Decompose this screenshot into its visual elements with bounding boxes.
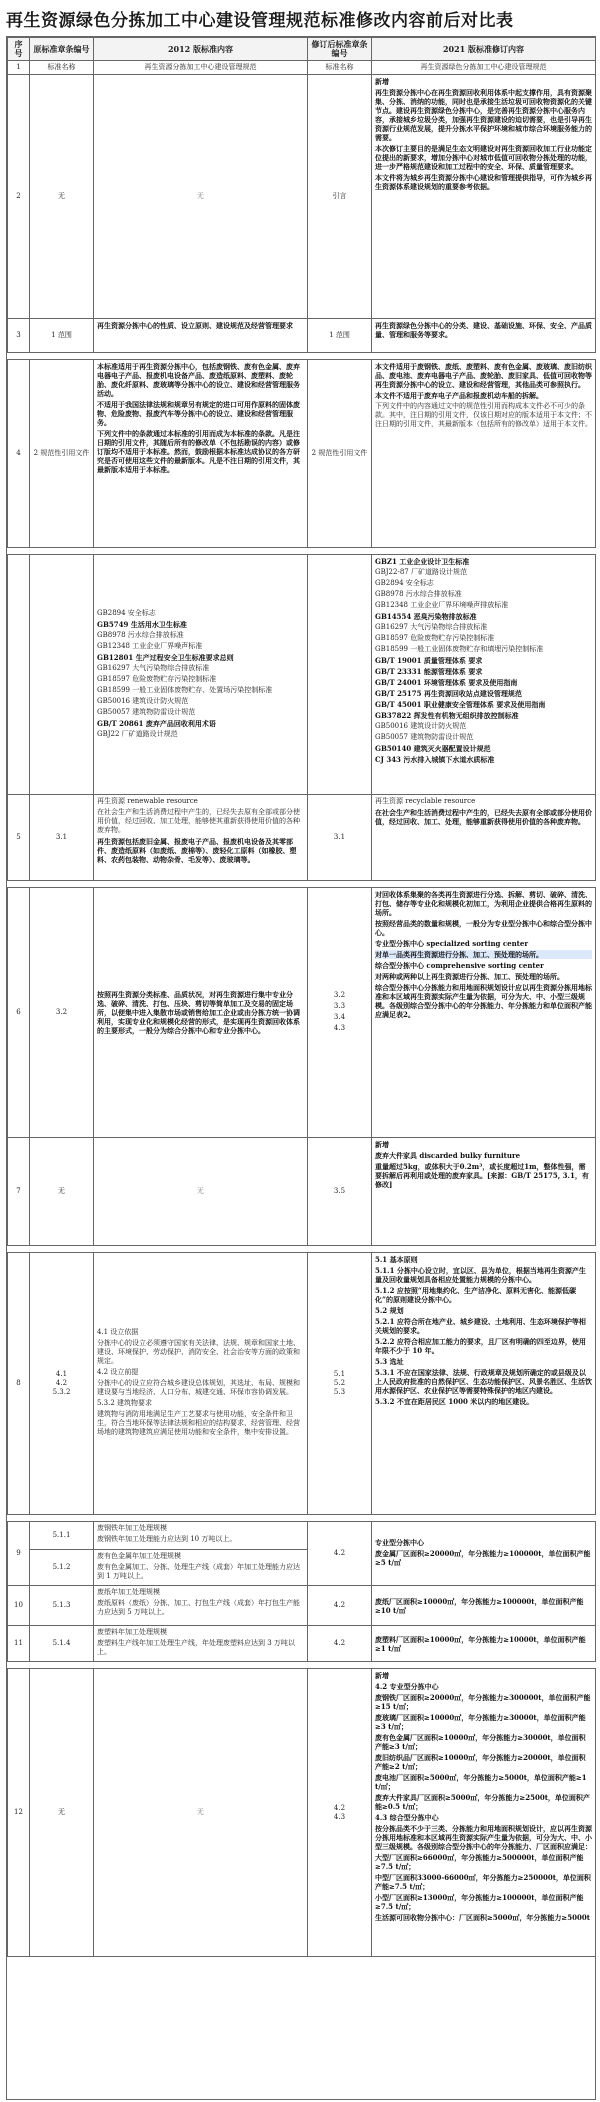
text-line: 按分拣品类不少于三类、分拣能力和用地面积规划设计，应以再生资源分拣用地标准和本区域再生资源实际产生量为依据，可分为大、中、小型三级规模。各级别综合型分拣中心的年分拣能力、厂区面积应满足：: [375, 1824, 592, 1851]
chapter-number: 3.3: [333, 1001, 346, 1010]
cell-2012: [94, 1522, 308, 1550]
cell-seq: 3: [8, 319, 30, 353]
text-line: 废纸年加工处理规模: [97, 1588, 160, 1596]
text-line: 废旧纺织品厂区面积≥10000㎡，年分拣能力≥20000t，单位面积产能≥2 t/㎡；: [375, 1753, 586, 1771]
text-line: GB50140 建筑灭火器配置设计规范: [375, 744, 491, 753]
table-row: [8, 795, 596, 881]
text-line: GB50016 建筑设计防火规范: [97, 696, 189, 705]
text-line: 废纸原料（废纸）分拣、加工、打包生产线（成套）年打包生产能力应达到 5 万吨以上。: [97, 1599, 300, 1616]
text-line: 5.2.1 应符合所在地产业、城乡建设、土地利用、生态环境保护等相关规划的要求。: [375, 1317, 586, 1335]
text-line: GB16297 大气污染物综合排放标准: [97, 663, 210, 672]
cell-orig: 4.1 4.2 5.3.2: [30, 1253, 94, 1515]
header-orig-chapter: 原标准章条编号: [30, 38, 94, 61]
text-line: GB14554 恶臭污染物排放标准: [375, 612, 477, 621]
text-line: 废玻璃厂区面积≥10000㎡，年分拣能力≥30000t，单位面积产能≥3 t/㎡；: [375, 1713, 586, 1731]
cell-orig: 1 范围: [30, 319, 94, 353]
text-line: GBJ22 厂矿道路设计规范: [97, 729, 178, 738]
text-line: 5.3.1 不应在国家法律、法规、行政规章及规划所确定的或县级及以上人民政府批准的自然保护区、生态功能保护区、风景名胜区、生活饮用水源保护区、农业保护区等需要特殊保护的地区内建设。: [375, 1368, 592, 1395]
table-row: [8, 319, 596, 353]
text-line: GB/T 45001 职业健康安全管理体系 要求及使用指南: [375, 700, 546, 709]
text-line: GB37822 挥发性有机物无组织排放控制标准: [375, 711, 519, 720]
row-gap: [8, 1662, 596, 1669]
text-line: 不适用于我国法律法规和规章另有规定的进口可用作原料的固体废物、危险废物、报废汽车等分拣中心的设立、建设和经营管理服务。: [97, 400, 300, 427]
text-line: GB/T 23331 能源管理体系 要求: [375, 667, 483, 676]
comparison-table: [6, 36, 596, 2100]
text-line: CJ 343 污水排入城镇下水道水质标准: [375, 755, 495, 764]
text-line: GB5749 生活用水卫生标准: [97, 619, 187, 629]
cell-2021: [372, 795, 596, 881]
cell-2021: [372, 1669, 596, 1957]
text-line: 4.2 设立前提: [97, 1368, 139, 1376]
chapter-number: 3.2: [333, 990, 346, 999]
text-line: 专业型分拣中心: [375, 1538, 424, 1547]
cell-2012: [94, 1253, 308, 1515]
page-title: 再生资源绿色分拣加工中心建设管理规范标准修改内容前后对比表: [6, 11, 514, 30]
table-row: [8, 888, 596, 1138]
text-line: 5.3.2 建筑物要求: [97, 1399, 153, 1407]
row-gap: [8, 881, 596, 888]
cell-orig: 5.1.2: [30, 1550, 94, 1586]
text-line: 大型厂区面积≥66000㎡，年分拣能力≥500000t，单位面积产能≥7.5 t/㎡；: [375, 1853, 584, 1871]
cell-2021: [372, 75, 596, 319]
chapter-number: 3.4: [333, 1012, 346, 1021]
cell-2021: 再生资源绿色分拣加工中心建设管理规范: [372, 61, 596, 75]
text-line: 废弃大件家具 discarded bulky furniture: [375, 1151, 521, 1160]
text-line: 废钢铁年加工处理能力应达到 10 万吨以上。: [97, 1535, 237, 1543]
text-line: GB18599 一般工业固体废物贮存和填埋污染控制标准: [375, 645, 544, 653]
cell-2012: 再生资源分拣中心的性质、设立原则、建设规范及经营管理要求: [94, 319, 308, 353]
text-line: GB12348 工业企业厂界环境噪声排放标准: [375, 601, 509, 609]
cell-2021: [372, 888, 596, 1138]
text-line: 本文件不适用于废弃电子产品和报废机动车船的拆解。: [375, 391, 543, 400]
text-line: 5.3 选址: [375, 1357, 404, 1366]
cell-2012: [94, 360, 308, 548]
header-seq: 序号: [8, 38, 30, 61]
cell-seq: 11: [8, 1626, 30, 1662]
text-line: GB8978 污水综合排放标准: [97, 630, 184, 639]
text-line: GB50057 建筑物防雷设计规范: [375, 733, 474, 741]
text-line: 废弃大件家具厂区面积≥5000㎡，年分拣能力≥2500t，单位面积产能≥0.5 t/㎡；: [375, 1793, 590, 1811]
cell-2012: [94, 1626, 308, 1662]
text-line: 专业型分拣中心 specialized sorting center: [375, 939, 529, 948]
text-line: 废有色金属加工、分拣、处理生产线（成套）年加工处理能力应达到 1 万吨以上。: [97, 1563, 300, 1580]
text-line: GB18599 一般工业固体废物贮存、处置场污染控制标准: [97, 685, 273, 694]
cell-orig: 5.1.3: [30, 1586, 94, 1626]
text-line: 下列文件中的条款通过本标准的引用而成为本标准的条款。凡是注日期的引用文件，其随后所有的修改单（不包括勘误的内容）或修订版均不适用于本标准。然而，鼓励根据本标准达成协议的各方研究是否可使用这些文件的最新版本。凡是不注日期的引用文件，其最新版本适用于本标准。: [97, 429, 300, 474]
table-row: [8, 360, 596, 548]
text-line: 新增: [375, 77, 389, 86]
cell-new-chapter: 3.1: [308, 795, 372, 881]
text-line: 重量超过5kg，或体积大于0.2m³，或长度超过1m，整体性强，需要拆解后再利用或处理的废弃家具。[来源：GB/T 25175, 3.1，有修改]: [375, 1162, 589, 1189]
text-line: 废金属厂区面积≥20000㎡，年分拣能力≥100000t，单位面积产能≥5 t/㎡: [375, 1549, 591, 1567]
text-line: 按照经营品类的数量和规模，一般分为专业型分拣中心和综合型分拣中心。: [375, 919, 592, 937]
text-line: GB50057 建筑物防雷设计规范: [97, 707, 196, 716]
cell-orig: 无: [30, 75, 94, 319]
cell-2021: 废纸厂区面积≥10000㎡，年分拣能力≥100000t，单位面积产能≥10 t/㎡: [372, 1586, 596, 1626]
text-line: GB18597 危险废物贮存污染控制标准: [97, 674, 217, 683]
cell-2012: [94, 555, 308, 795]
cell-orig: 5.1.1: [30, 1522, 94, 1550]
text-line: 废有色金属厂区面积≥10000㎡，年分拣能力≥30000t，单位面积产能≥3 t/㎡；: [375, 1733, 586, 1751]
text-line: 下列文件中的内容通过文中的规范性引用而构成本文件必不可少的条款。其中，注日期的引用文件，仅该日期对应的版本适用于本文件；不注日期的引用文件，其最新版本（包括所有的修改单）适用于本文件。: [375, 402, 592, 428]
table-row: [8, 555, 596, 795]
header-2012: 2012 版标准内容: [94, 38, 308, 61]
text-line: 5.3.2 不宜在距居民区 1000 米以内的地区建设。: [375, 1397, 534, 1406]
cell-new-chapter: 标准名称: [308, 61, 372, 75]
cell-orig: 2 规范性引用文件: [30, 360, 94, 548]
text-line: 本标准适用于再生资源分拣中心，包括废钢铁、废有色金属、废弃电器电子产品、报废机电设备产品、废造纸原料、废塑料、废轮胎、废化纤原料、废玻璃等分拣中心的设立、建设和经营管理服务活动。: [97, 362, 300, 398]
text-line: 综合型分拣中心 comprehensive sorting center: [375, 961, 544, 970]
text-line: 5.2 规划: [375, 1306, 404, 1315]
text-line: 本文件将为城乡再生资源分拣中心建设和管理提供指导，可作为城乡再生资源体系建设规划的重要参考依据。: [375, 173, 592, 191]
cell-new-chapter: 5.1 5.2 5.3: [308, 1253, 372, 1515]
cell-2012: 无: [94, 1138, 308, 1246]
cell-orig: 标准名称: [30, 61, 94, 75]
text-line: 4.1 设立依据: [97, 1328, 139, 1336]
cell-2012: [94, 795, 308, 881]
cell-orig: 5.1.4: [30, 1626, 94, 1662]
row-gap: [8, 1515, 596, 1522]
text-line: 分拣中心的设立应符合城乡建设总体规划，其选址、布局、规模和建设要与当地经济、人口分布、城建交通、环保市容协调发展。: [97, 1379, 300, 1396]
text-line: GB/T 25175 再生资源回收站点建设管理规范: [375, 689, 522, 698]
cell-seq: 4: [8, 360, 30, 548]
text-line: 5.1.2 应按照“用地集约化、生产洁净化、原料无害化、能源低碳化”的原则建设分拣中心。: [375, 1286, 576, 1304]
text-line: GB2894 安全标志: [97, 608, 156, 617]
text-line: 生活源可回收物分拣中心：厂区面积≥5000㎡，年分拣能力≥5000t: [375, 1913, 590, 1922]
text-line: 对回收体系集聚的各类再生资源进行分选、拆解、剪切、破碎、清洗、打包、储存等专业化和规模化初加工，为利用企业提供合格再生原料的场所。: [375, 890, 592, 917]
text-line: GB/T 19001 质量管理体系 要求: [375, 656, 483, 665]
cell-seq: 6: [8, 888, 30, 1138]
table-row: [8, 1586, 596, 1626]
text-line: 4.2 专业型分拣中心: [375, 1682, 439, 1691]
cell-orig: 3.1: [30, 795, 94, 881]
text-line: 5.1 基本原则: [375, 1255, 418, 1264]
cell-new-chapter: 4.2: [308, 1626, 372, 1662]
table-row: [8, 61, 596, 75]
text-line: 本文件适用于废钢铁、废纸、废塑料、废有色金属、废玻璃、废旧纺织品、废电池、废弃电器电子产品、废轮胎、废旧家具、低值可回收物等再生资源分拣中心的设立、建设和经营管理，其他品类可参照执行。: [375, 362, 592, 389]
row-gap: [8, 1246, 596, 1253]
cell-new-chapter: 3.5: [308, 1138, 372, 1246]
text-line: 再生资源 renewable resource: [97, 797, 198, 805]
cell-seq: 7: [8, 1138, 30, 1246]
header-2021: 2021 版标准修订内容: [372, 38, 596, 61]
cell-seq: 10: [8, 1586, 30, 1626]
table-row: [8, 1669, 596, 1957]
text-line: 分拣中心的设立必须遵守国家有关法律、法规、规章和国家土地、建设、环境保护、劳动保护、消防安全、社会治安等方面的政策和规定。: [97, 1339, 300, 1365]
cell-2021: [372, 1522, 596, 1586]
text-line: GB/T 24001 环境管理体系 要求及使用指南: [375, 678, 518, 687]
text-line: 在社会生产和生活消费过程中产生的，已经失去原有全部或部分使用价值，经过回收、加工、处理，能够重新获得使用价值的各种废弃物。: [375, 808, 592, 826]
cell-2021: [372, 360, 596, 548]
cell-2012: 按照再生资源分类标准、品质状况，对再生资源进行集中专业分选、破碎、清洗、打包、压块、剪切等简单加工及交易的固定场所，以便集中进入集散市场或销售给加工企业或由分拣方统一协调利用，实现专业化和规模化经营的形式，是实现再生资源回收体系的主要形式，一般分为综合分拣中心和专业分拣中心。: [94, 888, 308, 1138]
cell-orig: [30, 555, 94, 795]
cell-2012: 再生资源分拣加工中心建设管理规范: [94, 61, 308, 75]
highlighted-line: 对单一品类再生资源进行分拣、加工、预处理的场所。: [375, 950, 592, 959]
cell-seq: [8, 555, 30, 795]
cell-orig: 3.2: [30, 888, 94, 1138]
text-line: GB18597 危险废物贮存污染控制标准: [375, 634, 495, 642]
cell-2012: 无: [94, 75, 308, 319]
cell-2021: [372, 1138, 596, 1246]
cell-new-chapter: 1 范围: [308, 319, 372, 353]
text-line: GB8978 污水综合排放标准: [375, 590, 462, 598]
text-line: 小型厂区面积≥13000㎡，年分拣能力≥100000t，单位面积产能≥7.5 t/㎡；: [375, 1893, 584, 1911]
text-line: 废电池厂区面积≥5000㎡，年分拣能力≥5000t，单位面积产能≥1 t/㎡；: [375, 1773, 587, 1791]
text-line: 再生资源分拣中心在再生资源回收利用体系中起支撑作用，具有资源聚集、分拣、消纳的功能，同时也是承接生活垃圾可回收物资源化的关键节点。建设再生资源绿色分拣中心，是完善再生资源分拣中心服务内容，承接城乡垃圾分类，加强再生资源建设的迫切需要，也是引导再生资源行业规范发展，提升分拣水平保护环境和城市综合环境服务能力的需要。: [375, 88, 592, 142]
cell-new-chapter: 4.2: [308, 1586, 372, 1626]
cell-new-chapter: 2 规范性引用文件: [308, 360, 372, 548]
text-line: 废塑料年加工处理规模: [97, 1628, 167, 1636]
table-row: [8, 1253, 596, 1515]
text-line: GB12348 工业企业厂界噪声标准: [97, 641, 203, 650]
text-line: GB12801 生产过程安全卫生标准要求总则: [97, 652, 234, 662]
text-line: 中型厂区面积33000-66000㎡，年分拣能力≥250000t，单位面积产能≥7.5 t/㎡；: [375, 1873, 591, 1891]
text-line: 对两种或两种以上再生资源进行分拣、加工、预处理的场所。: [375, 972, 564, 981]
cell-seq: 2: [8, 75, 30, 319]
cell-new-chapter: 4.2: [308, 1522, 372, 1586]
text-line: 新增: [375, 1140, 389, 1149]
header-new-chapter: 修订后标准章条编号: [308, 38, 372, 61]
table-row: [8, 1626, 596, 1662]
cell-new-chapter: [308, 555, 372, 795]
cell-2012: 无: [94, 1669, 308, 1957]
row-gap: [8, 548, 596, 555]
cell-seq: 1: [8, 61, 30, 75]
cell-2012: [94, 1550, 308, 1586]
text-line: 废有色金属年加工处理规模: [97, 1552, 181, 1560]
text-line: 5.1.1 分拣中心设立时，宜以区、县为单位，根据当地再生资源产生量及回收量规划具备相应处置能力规模的分拣中心。: [375, 1266, 586, 1284]
text-line: 5.2.2 应符合相应加工能力的要求，且厂区有明确的四至边界，使用年限不少于 10 年。: [375, 1337, 586, 1355]
text-line: 在社会生产和生活消费过程中产生的，已经失去原有全部或部分使用价值，经过回收、加工处理，能够使其重新获得使用价值的各种废弃物。: [97, 808, 300, 834]
text-line: 废塑料生产线年加工处理生产线，年处理废塑料应达到 3 万吨以上。: [97, 1639, 295, 1656]
text-line: 本次修订主要目的是满足生态文明建设对再生资源回收加工行业功能定位提出的新要求，增加分拣中心对城市低值可回收物分拣处理的功能，进一步严格规范建设和加工过程中的安全、环保、质量管理要求。: [375, 144, 592, 171]
table-row: [8, 75, 596, 319]
text-line: GB/T 20861 废弃产品回收利用术语: [97, 718, 216, 728]
text-line: 废钢铁厂区面积≥20000㎡，年分拣能力≥300000t，单位面积产能≥15 t/㎡；: [375, 1693, 591, 1711]
cell-2021: [372, 555, 596, 795]
text-line: 废钢铁年加工处理规模: [97, 1524, 167, 1532]
cell-2021: 再生资源绿色分拣中心的分类、建设、基础设施、环保、安全、产品质量、管理和服务等要求。: [372, 319, 596, 353]
text-line: 再生资源 recyclable resource: [375, 797, 476, 805]
comparison-grid: [7, 37, 596, 1957]
cell-seq: 9: [8, 1522, 30, 1586]
cell-seq: 8: [8, 1253, 30, 1515]
header-row: [8, 38, 596, 61]
text-line: GBZ1 工业企业设计卫生标准: [375, 557, 470, 566]
cell-seq: 5: [8, 795, 30, 881]
cell-orig: 无: [30, 1669, 94, 1957]
text-line: 建筑物与消防用地满足生产工艺要求与使用功能，安全条件和卫生，符合当地环保等法律法规和相应的结构要求，经营管理、经营场地的建筑物建筑应满足使用功能和安全条件，集中安排设置。: [97, 1410, 300, 1436]
text-line: GB50016 建筑设计防火规范: [375, 722, 467, 730]
text-line: 新增: [375, 1671, 389, 1680]
text-line: 4.3 综合型分拣中心: [375, 1813, 439, 1822]
text-line: 再生资源包括废旧金属、报废电子产品、报废机电设备及其零部件、废造纸原料（如废纸、废棉等）、废轻化工原料（如橡胶、塑料、农药包装物、动物杂骨、毛发等）、废玻璃等。: [97, 837, 297, 864]
cell-2012: [94, 1586, 308, 1626]
text-line: GBJ22-87 厂矿道路设计规范: [375, 568, 467, 576]
text-line: GB16297 大气污染物综合排放标准: [375, 623, 488, 631]
table-row: [8, 1522, 596, 1550]
chapter-number: 4.3: [333, 1023, 346, 1032]
cell-new-chapter: 4.2 4.3: [308, 1669, 372, 1957]
cell-2021: [372, 1253, 596, 1515]
text-line: GB2894 安全标志: [375, 579, 434, 587]
text-line: 综合型分拣中心分拣能力和用地面积规划设计应以再生资源分拣用地标准和本区域再生资源实际产生量为依据，可分为大、中、小型三级规模。各级别综合型分拣中心的年分拣能力、年分拣能力和单位面积产能应满足表2。: [375, 983, 592, 1019]
cell-new-chapter: [308, 888, 372, 1138]
cell-new-chapter: 引言: [308, 75, 372, 319]
table-row: [8, 1138, 596, 1246]
cell-2021: 废塑料厂区面积≥10000㎡，年分拣能力≥10000t，单位面积产能≥1 t/㎡: [372, 1626, 596, 1662]
cell-seq: 12: [8, 1669, 30, 1957]
row-gap: [8, 353, 596, 360]
cell-orig: 无: [30, 1138, 94, 1246]
